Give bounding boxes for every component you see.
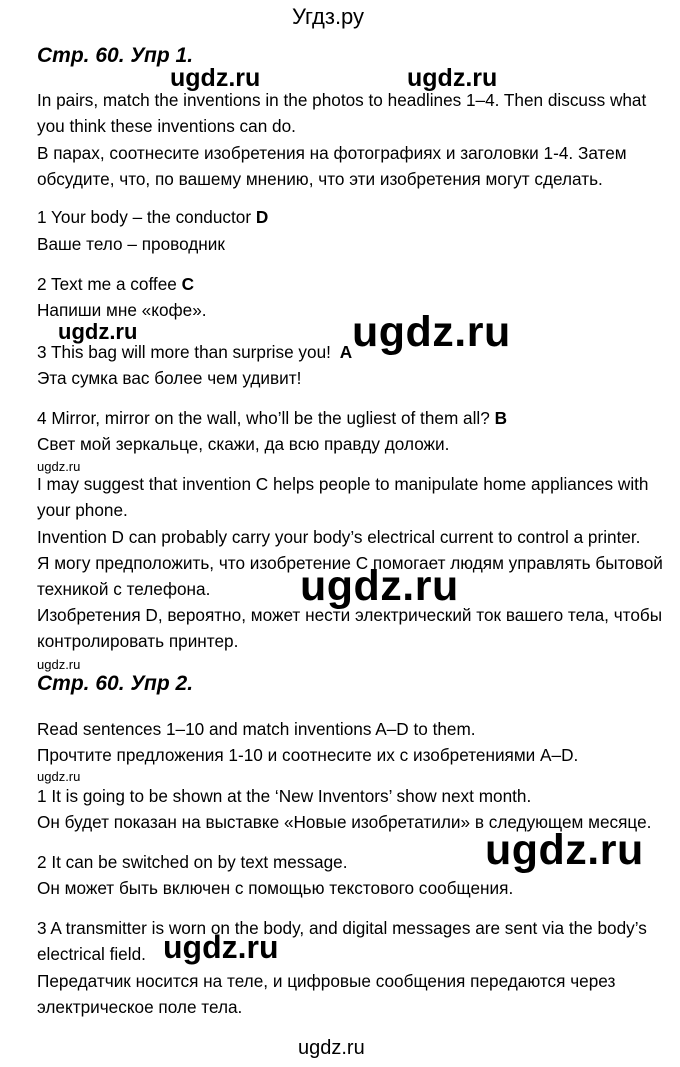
ex1-instruction-ru-line-2: обсудите, что, по вашему мнению, что эти изобретения могут сделать. [37, 169, 603, 189]
ex1-item-3-answer: A [339, 342, 353, 362]
ex1-discussion-line-5: техникой с телефона. [37, 579, 211, 599]
ex1-item-2-translation: Напиши мне «кофе». [37, 300, 207, 320]
watermark: ugdz.ru [485, 826, 644, 874]
ex1-item-2 [37, 273, 194, 295]
ex2-item-1-translation: Он будет показан на выставке «Новые изобретатили» в следующем месяце. [37, 812, 652, 832]
ex1-discussion-line-6: Изобретения D, вероятно, может нести электрический ток вашего тела, чтобы [37, 605, 663, 625]
watermark: ugdz.ru [170, 64, 261, 92]
exercise-1-heading: Стр. 60. Упр 1. [37, 44, 194, 67]
site-title: Угдз.ру [292, 4, 365, 29]
ex2-item-3-line-2: electrical field. [37, 944, 146, 964]
ex1-item-4-translation: Свет мой зеркальце, скажи, да всю правду доложи. [37, 434, 450, 454]
watermark: ugdz.ru [300, 562, 459, 610]
watermark: ugdz.ru [37, 657, 81, 672]
ex1-item-3-translation: Эта сумка вас более чем удивит! [37, 368, 302, 388]
watermark: ugdz.ru [407, 64, 498, 92]
watermark: ugdz.ru [58, 319, 138, 344]
watermark: ugdz.ru [37, 769, 81, 784]
ex1-item-1-translation: Ваше тело – проводник [37, 234, 225, 254]
ex1-discussion-line-1: I may suggest that invention C helps people to manipulate home appliances with [37, 474, 649, 494]
exercise-2-heading: Стр. 60. Упр 2. [37, 672, 194, 695]
ex2-item-3-line-1: 3 A transmitter is worn on the body, and digital messages are sent via the body’s [37, 918, 647, 938]
ex2-item-1: 1 It is going to be shown at the ‘New Inventors’ show next month. [37, 786, 532, 806]
ex1-item-4 [37, 407, 507, 429]
ex1-discussion-line-3: Invention D can probably carry your body’s electrical current to control a printer. [37, 527, 641, 547]
ex1-item-1-text: 1 Your body – the conductor [37, 207, 252, 227]
watermark: ugdz.ru [37, 459, 81, 474]
ex1-item-4-answer: B [494, 408, 507, 428]
ex1-discussion-line-7: контролировать принтер. [37, 631, 239, 651]
ex1-instruction-ru-line-1: В парах, соотнесите изобретения на фотографиях и заголовки 1-4. Затем [37, 143, 627, 163]
ex2-instruction-en: Read sentences 1–10 and match inventions A–D to them. [37, 719, 476, 739]
ex1-discussion-line-4: Я могу предположить, что изобретение С помогает людям управлять бытовой [37, 553, 663, 573]
ex2-item-3-translation-line-1: Передатчик носится на теле, и цифровые сообщения передаются через [37, 971, 616, 991]
ex2-instruction-ru: Прочтите предложения 1-10 и соотнесите их с изобретениями A–D. [37, 745, 579, 765]
ex1-item-1 [37, 206, 268, 228]
ex1-discussion-line-2: your phone. [37, 500, 128, 520]
ex1-item-1-answer: D [255, 207, 269, 227]
ex1-item-3-text: 3 This bag will more than surprise you! [37, 342, 331, 362]
ex1-item-2-answer: C [181, 274, 195, 294]
watermark: ugdz.ru [163, 929, 279, 965]
ex1-instruction-en-line-1: In pairs, match the inventions in the photos to headlines 1–4. Then discuss what [37, 90, 647, 110]
watermark: ugdz.ru [352, 308, 511, 356]
ex1-item-2-text: 2 Text me a coffee [37, 274, 177, 294]
ex1-instruction-en-line-2: you think these inventions can do. [37, 116, 296, 136]
ex2-item-2: 2 It can be switched on by text message. [37, 852, 348, 872]
ex2-item-3-translation-line-2: электрическое поле тела. [37, 997, 243, 1017]
ex2-item-2-translation: Он может быть включен с помощью текстового сообщения. [37, 878, 514, 898]
footer-site-link[interactable]: ugdz.ru [298, 1037, 365, 1059]
ex1-item-4-text: 4 Mirror, mirror on the wall, who’ll be the ugliest of them all? [37, 408, 490, 428]
